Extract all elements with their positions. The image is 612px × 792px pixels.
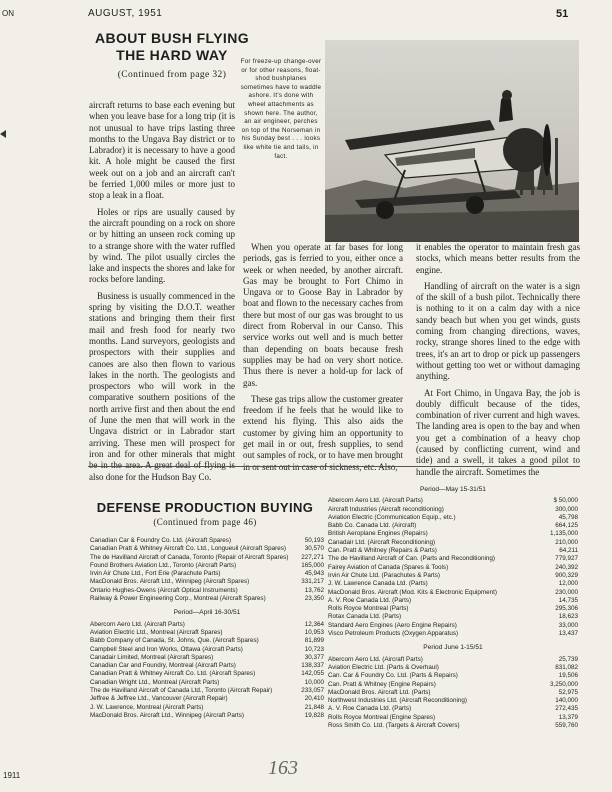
contract-amount: 295,306: [555, 605, 578, 613]
contractor-name: J. W. Lawrence Canada Ltd. (Parts): [328, 580, 428, 588]
contractor-name: Abercorn Aero Ltd. (Aircraft Parts): [328, 497, 423, 505]
contract-amount: 21,848: [304, 703, 324, 711]
contractor-name: Visco Petroleum Products (Oxygen Apparatus): [328, 630, 459, 638]
contractor-name: A. V. Roe Canada Ltd. (Parts): [328, 596, 412, 604]
contract-amount: 233,057: [301, 687, 324, 695]
article-title: [92, 30, 252, 84]
contract-row: [328, 547, 578, 555]
contract-amount: 81,899: [304, 637, 324, 645]
paragraph: Handling of aircraft on the water is a sign of the skill of a bush pilot. Technically there is nothing to it on a calm day with a nice sandy beach but when you get winds, gusts coming from changing directions, waves, rocky, strange shores lined to the edge with trees, it's an art to drop or pick up passengers without getting too wet or without damaging anything.: [416, 280, 580, 382]
contract-amount: 45,798: [558, 513, 578, 521]
contract-row: [90, 646, 324, 654]
paragraph: Holes or rips are usually caused by the aircraft pounding on a rock on shore or by hitting an unseen rock coming up to a strange shore with the water ruffled by wind. The pilot usually circles the lake and inspects the shores and lake for rocks before landing.: [89, 206, 235, 285]
contract-row: [328, 564, 578, 572]
contract-row: [328, 722, 578, 730]
period-heading: Period—April 16-30/51: [173, 609, 241, 617]
contractor-name: Northwest Industries Ltd. (Aircraft Reconditioning): [328, 697, 467, 705]
contractor-name: Rolls Royce Montreal (Engine Spares): [328, 713, 436, 721]
contract-amount: 33,000: [558, 621, 578, 629]
contractor-name: Campbell Steel and Iron Works, Ottawa (Aircraft Parts): [90, 645, 243, 653]
contract-amount: 331,217: [301, 578, 324, 586]
contract-row: [90, 670, 324, 678]
contract-amount: 142,055: [301, 670, 324, 678]
contract-amount: 19,506: [558, 672, 578, 680]
contract-amount: 25,739: [558, 655, 578, 663]
paragraph: it enables the operator to maintain fresh gas stocks, which means better results from the engine.: [416, 242, 580, 275]
contractor-name: Canadian Pratt & Whitney Aircraft Co. Ltd., Longueuil (Aircraft Spares): [90, 545, 286, 553]
contractor-name: Irvin Air Chute Ltd. (Parachutes & Parts): [328, 571, 440, 579]
contractor-name: MacDonald Bros. Aircraft Ltd., Winnipeg (Aircraft Parts): [90, 711, 244, 719]
contract-row: [328, 522, 578, 530]
contract-row: [328, 530, 578, 538]
contract-amount: 50,193: [304, 537, 324, 544]
contract-row: [328, 506, 578, 514]
contract-row: [90, 537, 324, 545]
photo-caption: For freeze-up change-over or for other reasons, float-shod bushplanes sometimes have to waddle ashore. It's done with wheel attachments as shown here. The author, an air engineer, perches on top of the Norseman in his Sunday best . . . looks like white tie and tails, in fact.: [240, 58, 322, 160]
contract-amount: 10,000: [304, 678, 324, 686]
contract-row: [90, 578, 324, 586]
contract-amount: 13,762: [304, 586, 324, 594]
contractor-name: Aviation Electric Ltd. (Parts & Overhaul): [328, 663, 439, 671]
contractor-name: Jeffree & Jeffree Ltd., Vancouver (Aircraft Repair): [90, 695, 228, 703]
contract-amount: 165,000: [301, 561, 324, 569]
contract-amount: 210,000: [555, 538, 578, 546]
contractor-name: MacDonald Bros. Aircraft Ltd., Winnipeg (Aircraft Spares): [90, 578, 250, 586]
contractor-name: Irvin Air Chute Ltd., Fort Erie (Parachute Parts): [90, 570, 221, 578]
contract-row: [90, 587, 324, 595]
edge-arrow-icon: [0, 120, 6, 160]
contract-amount: 900,329: [555, 571, 578, 579]
contractor-name: The de Havilland Aircraft of Can. (Parts and Reconditioning): [328, 555, 495, 563]
contracts-list-right: [328, 480, 578, 730]
contract-row: [328, 613, 578, 621]
contract-row: [90, 679, 324, 687]
article-title-text: ABOUT BUSH FLYING THE HARD WAY: [94, 30, 250, 63]
contract-row: [90, 695, 324, 703]
contract-amount: 831,082: [555, 663, 578, 671]
contract-row: [90, 637, 324, 645]
contract-amount: 272,435: [555, 705, 578, 713]
contract-row: [328, 514, 578, 522]
defense-continued-note: (Continued from page 46): [153, 517, 257, 527]
contract-row: [90, 545, 324, 553]
contract-amount: 240,392: [555, 563, 578, 571]
page-number: 51: [556, 8, 569, 20]
contractor-name: J. W. Lawrence, Montreal (Aircraft Parts): [90, 703, 204, 711]
contractor-name: Ontario Hughes-Owens (Aircraft Optical Instruments): [90, 586, 238, 594]
contract-row: [90, 687, 324, 695]
contract-row: [328, 605, 578, 613]
contracts-list-left: [90, 537, 324, 720]
contractor-name: Abercorn Aero Ltd. (Aircraft Parts): [328, 655, 423, 663]
contract-amount: 13,379: [558, 713, 578, 721]
contract-amount: 13,437: [558, 630, 578, 638]
contractor-name: Babb Company of Canada, St. Johns, Que. (Aircraft Spares): [90, 637, 259, 645]
contractor-name: Fairey Aviation of Canada (Spares & Tools): [328, 563, 449, 571]
contract-row: [328, 681, 578, 689]
contract-row: [328, 589, 578, 597]
paragraph: Business is usually commenced in the spring by visiting the D.O.T. weather stations and bringing them their first mail and fresh food for nearly two months. Land surveyors, geologists and prospectors with their supplies and canoes are also then flown to various lakes in the north. The geologists and prospectors who will work in the comparative southern positions of the north arrive first and then about the end of June the men that will work in the Ungava district or in Labrador start arriving. These men will prospect for iron and for other minerals that might also done for the Hudson Bay Co.: [89, 290, 235, 482]
contract-amount: 18,623: [558, 613, 578, 621]
contract-row: [328, 580, 578, 588]
contractor-name: Can. Pratt & Whitney (Repairs & Parts): [328, 547, 437, 555]
contract-amount: 45,943: [304, 570, 324, 578]
contractor-name: Canadair Ltd. (Aircraft Reconditioning): [328, 538, 436, 546]
contract-amount: 20,410: [304, 695, 324, 703]
contractor-name: Can. Pratt & Whitney (Engine Repairs): [328, 680, 436, 688]
contract-amount: 30,570: [304, 545, 324, 553]
contract-amount: 12,364: [304, 620, 324, 628]
contractor-name: Railway & Power Engineering Corp., Montreal (Aircraft Spares): [90, 595, 266, 603]
contract-amount: 19,828: [304, 711, 324, 719]
contract-row: [328, 697, 578, 705]
contract-row: [90, 595, 324, 603]
contract-row: [328, 572, 578, 580]
contractor-name: Ross Smith Co. Ltd. (Targets & Aircraft Covers): [328, 722, 460, 730]
period-heading: Period—May 15-31/51: [420, 486, 486, 493]
contract-amount: 10,723: [304, 645, 324, 653]
contractor-name: Canadian Car & Foundry Co. Ltd. (Aircraft Spares): [90, 537, 232, 544]
contractor-name: Canadian Pratt & Whitney Aircraft Co. Ltd. (Aircraft Spares): [90, 670, 256, 678]
contract-row: [328, 597, 578, 605]
contract-amount: 140,000: [555, 697, 578, 705]
contract-row: [328, 705, 578, 713]
contract-amount: 227,271: [301, 553, 324, 561]
contract-amount: 64,211: [559, 547, 578, 555]
defense-title-text: DEFENSE PRODUCTION BUYING: [96, 500, 314, 515]
contract-row: [328, 664, 578, 672]
contract-amount: 12,000: [558, 580, 578, 588]
article-column-2: [243, 242, 403, 478]
contract-row: [90, 704, 324, 712]
contract-amount: 138,337: [301, 662, 324, 670]
contractor-name: Babb Co. Canada Ltd. (Aircraft): [328, 522, 417, 530]
contractor-name: Aviation Electric Ltd., Montreal (Aircraft Spares): [90, 628, 223, 636]
contractor-name: Abercorn Aero Ltd. (Aircraft Parts): [90, 620, 185, 628]
paragraph: When you operate at far bases for long periods, gas is ferried to you, either once a week or when needed, by another aircraft. Gas may be brought to Fort Chimo in Ungava or to Goose Bay in Labrador by boat and flown to the necessary caches from there but most of our gas was brought to us direct from Roberval in our Canso. This service works out well and is much better than depending on boats because fresh supplies may be had on very short notice. Thus there is never a hold-up for lack of gas.: [243, 242, 403, 388]
contract-row: [328, 497, 578, 505]
paragraph: These gas trips allow the customer greater freedom if he feels that he would like to extend his flying. This also aids the customer by giving him an opportunity to get mail in or out, fresh supplies, to send out samples of rock, or to have men brought: [243, 393, 403, 461]
contract-row: [90, 712, 324, 720]
contract-amount: 10,953: [304, 628, 324, 636]
contract-row: [328, 539, 578, 547]
contract-amount: 559,760: [555, 722, 578, 730]
contractor-name: Canadair Limited, Montreal (Aircraft Spares): [90, 653, 214, 661]
section-divider: [88, 466, 580, 467]
contract-amount: 300,000: [555, 505, 578, 513]
contractor-name: Rotax Canada Ltd. (Parts): [328, 613, 402, 621]
contractor-name: British Aeroplane Engines (Repairs): [328, 530, 428, 538]
contractor-name: Aviation Electric (Communication Equip., etc.): [328, 513, 456, 521]
defense-title: [92, 500, 318, 527]
edge-text-top: ON: [2, 9, 14, 18]
contractor-name: Canadian Wright Ltd., Montreal (Aircraft Parts): [90, 678, 220, 686]
contract-row: [328, 714, 578, 722]
contract-row: [90, 562, 324, 570]
contractor-name: MacDonald Bros. Aircraft (Mod. Kits & Electronic Equipment): [328, 588, 498, 596]
continued-note: (Continued from page 32): [117, 70, 227, 80]
contract-amount: 779,927: [555, 555, 578, 563]
contract-row: [90, 662, 324, 670]
contract-row: [90, 629, 324, 637]
issue-date: AUGUST, 1951: [88, 8, 163, 19]
contract-row: [328, 672, 578, 680]
contract-row: [90, 621, 324, 629]
contract-row: [328, 689, 578, 697]
contract-amount: 30,377: [304, 653, 324, 661]
contract-amount: 14,735: [558, 596, 578, 604]
contractor-name: Can. Car & Foundry Co. Ltd. (Parts & Repairs): [328, 672, 458, 680]
paragraph: At Fort Chimo, in Ungava Bay, the job is doubly difficult because of the tides, combination of river current and high waves. The landing area is open to the bay and when you get a combination of a heavy chop (caused by conflicting current, wind and tide) and a swell, it takes a good pilot to handle the aircraft. Sometimes the: [416, 387, 580, 477]
contract-row: [90, 654, 324, 662]
contract-amount: 1,135,000: [549, 530, 578, 538]
contractor-name: Found Brothers Aviation Ltd., Toronto (Aircraft Parts): [90, 561, 237, 569]
contractor-name: The de Havilland Aircraft of Canada Ltd., Toronto (Aircraft Repair): [90, 687, 273, 695]
photo-norseman-aircraft: [325, 40, 579, 242]
article-column-3: [416, 242, 580, 483]
contract-row: [90, 554, 324, 562]
contract-amount: $ 50,000: [553, 497, 578, 505]
period-heading: Period June 1-15/51: [423, 644, 483, 652]
contract-amount: 230,000: [555, 588, 578, 596]
contract-amount: 23,350: [304, 595, 324, 603]
article-column-1: [89, 100, 235, 488]
contract-row: [328, 555, 578, 563]
contract-amount: 3,250,000: [549, 680, 578, 688]
contractor-name: Aircraft Industries (Aircraft reconditioning): [328, 505, 444, 513]
contract-row: [328, 630, 578, 638]
contract-row: [328, 656, 578, 664]
contractor-name: Canadian Car and Foundry, Montreal (Aircraft Parts): [90, 662, 236, 670]
paragraph: aircraft returns to base each evening but when you leave base for a long trip (it is not unusual to have trips lasting three months to the Ungava Bay district or to Labrador) it is necessary to have a good kit. A hole might be caused the first week out on a job and an aircraft can't be ferried 1,000 miles or more just to stop a leak in a float.: [89, 100, 235, 201]
contractor-name: The de Havilland Aircraft of Canada, Toronto (Repair of Aircraft Spares): [90, 553, 289, 561]
contract-amount: 664,125: [555, 522, 578, 530]
contract-row: [90, 570, 324, 578]
contract-row: [328, 622, 578, 630]
contractor-name: A. V. Roe Canada Ltd. (Parts): [328, 705, 412, 713]
contractor-name: MacDonald Bros. Aircraft Ltd. (Parts): [328, 688, 431, 696]
handwritten-page-note: 163: [268, 757, 298, 779]
contract-amount: 52,975: [558, 688, 578, 696]
contractor-name: Standard Aero Engines (Aero Engine Repairs): [328, 621, 457, 629]
contractor-name: Rolls Royce Montreal (Parts): [328, 605, 409, 613]
edge-text-bottom: 1911: [3, 771, 21, 780]
